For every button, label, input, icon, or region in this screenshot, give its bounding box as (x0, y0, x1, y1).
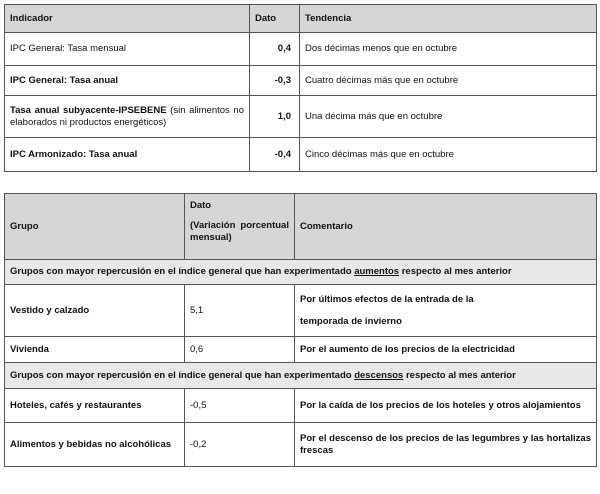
section-text: respecto al mes anterior (403, 369, 516, 381)
grupo-cell: Alimentos y bebidas no alcohólicas (5, 423, 185, 467)
section-text: Grupos con mayor repercusión en el índice general que han experimentado (10, 369, 355, 381)
header-indicador: Indicador (5, 5, 250, 33)
table-row (5, 96, 597, 138)
indicador-bold-text: Tasa anual subyacente-IPSEBENE (10, 104, 167, 116)
comentario-cell (295, 285, 597, 337)
table2-header-row (5, 194, 597, 260)
dato-cell: -0,3 (250, 66, 300, 96)
grupos-repercusion-table (4, 193, 597, 467)
dato-cell: -0,4 (250, 138, 300, 172)
comentario-cell: Por el aumento de los precios de la electricidad (295, 337, 597, 363)
indicador-cell: IPC General: Tasa anual (5, 66, 250, 96)
section-emphasis: descensos (354, 369, 404, 381)
dato-cell: -0,5 (185, 389, 295, 423)
table-row (5, 66, 597, 96)
grupo-cell: Vivienda (5, 337, 185, 363)
header-comentario: Comentario (295, 194, 597, 260)
header-dato: Dato (250, 5, 300, 33)
table-row (5, 33, 597, 66)
section-row-aumentos (5, 260, 597, 285)
section-text: respecto al mes anterior (399, 266, 512, 277)
indicador-rest-text: (sin alimentos no elaborados ni productos energéticos) (10, 104, 244, 128)
header-tendencia: Tendencia (300, 5, 597, 33)
table1-header-row (5, 5, 597, 33)
grupo-cell: Vestido y calzado (5, 285, 185, 337)
tendencia-cell: Dos décimas menos que en octubre (300, 33, 597, 66)
section-label-descensos (5, 363, 597, 389)
header-grupo: Grupo (5, 194, 185, 260)
dato-cell: 1,0 (250, 96, 300, 138)
grupo-cell: Hoteles, cafés y restaurantes (5, 389, 185, 423)
table-row (5, 285, 597, 337)
tendencia-cell: Cuatro décimas más que en octubre (300, 66, 597, 96)
indicador-cell: IPC Armonizado: Tasa anual (5, 138, 250, 172)
dato-cell: 5,1 (185, 285, 295, 337)
indicador-cell: IPC General: Tasa mensual (5, 33, 250, 66)
table-row (5, 138, 597, 172)
dato-cell: 0,4 (250, 33, 300, 66)
tendencia-cell: Una décima más que en octubre (300, 96, 597, 138)
header-dato-title: Dato (190, 200, 212, 211)
comentario-line: temporada de invierno (300, 315, 402, 327)
tendencia-cell: Cinco décimas más que en octubre (300, 138, 597, 172)
ipc-summary-table (4, 4, 597, 172)
table-row (5, 337, 597, 363)
table-row (5, 423, 597, 467)
dato-cell: 0,6 (185, 337, 295, 363)
dato-cell: -0,2 (185, 423, 295, 467)
section-row-descensos (5, 363, 597, 389)
comentario-cell: Por el descenso de los precios de las legumbres y las hortalizas frescas (295, 423, 597, 467)
section-emphasis: aumentos (354, 266, 400, 277)
header-dato-subtitle: (Variación porcentual mensual) (190, 220, 289, 243)
table-row (5, 389, 597, 423)
comentario-cell: Por la caída de los precios de los hoteles y otros alojamientos (295, 389, 597, 423)
header-dato (185, 194, 295, 260)
comentario-line: Por últimos efectos de la entrada de la (300, 293, 474, 305)
section-label-aumentos (5, 260, 597, 285)
indicador-cell (5, 96, 250, 138)
section-text: Grupos con mayor repercusión en el índice general que han experimentado (10, 266, 355, 277)
